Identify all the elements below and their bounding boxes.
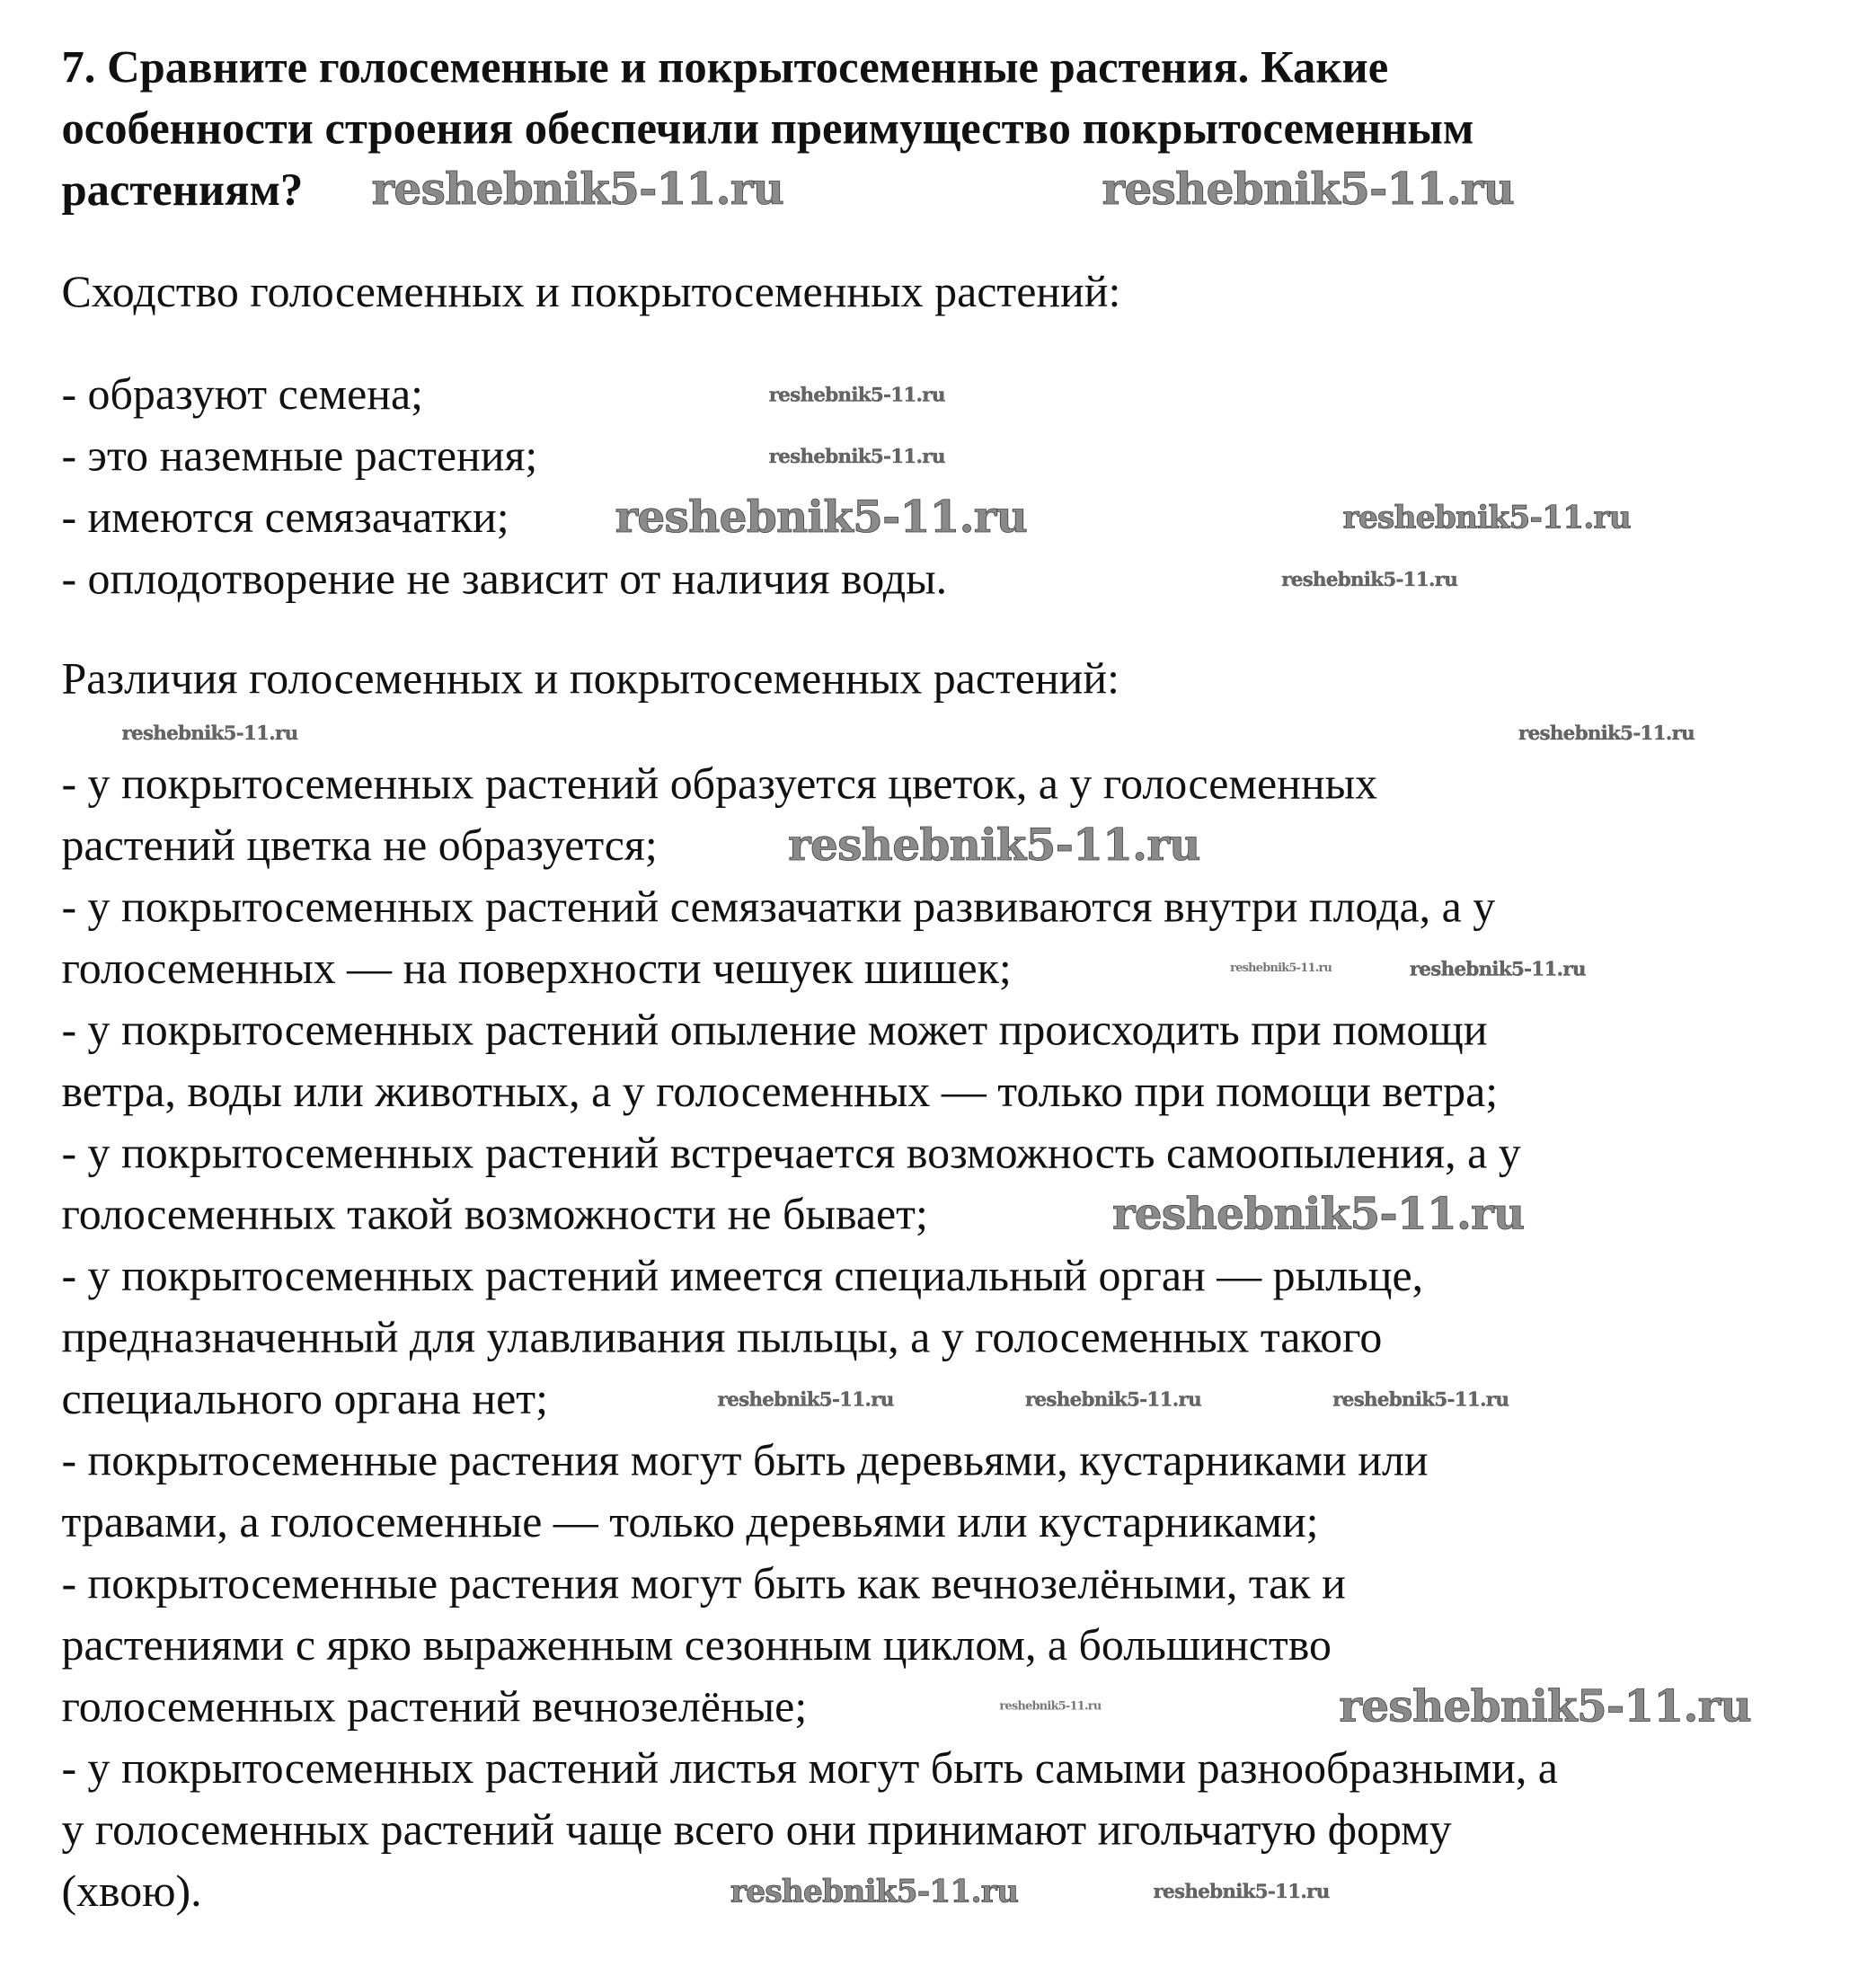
- watermark-text: reshebnik5-11.ru: [717, 1387, 894, 1412]
- watermark-text: reshebnik5-11.ru: [788, 820, 1200, 872]
- difference-line: голосеменных такой возможности не бывает;: [61, 1189, 928, 1240]
- difference-line: - у покрытосеменных растений имеется специальный орган — рыльце,: [61, 1250, 1424, 1301]
- watermark-text: reshebnik5-11.ru: [1024, 1387, 1201, 1412]
- similarity-item: - оплодотворение не зависит от наличия воды.: [61, 554, 948, 604]
- difference-line: у голосеменных растений чаще всего они принимают игольчатую форму: [61, 1804, 1452, 1855]
- difference-line: специального органа нет;: [61, 1373, 548, 1424]
- watermark-text: reshebnik5-11.ru: [1153, 1880, 1330, 1903]
- similarity-item: - образуют семена;: [61, 368, 424, 420]
- difference-line: растений цветка не образуется;: [61, 820, 658, 871]
- watermark-text: reshebnik5-11.ru: [1342, 498, 1632, 536]
- watermark-text: reshebnik5-11.ru: [1230, 962, 1332, 976]
- watermark-text: reshebnik5-11.ru: [768, 444, 945, 468]
- difference-line: голосеменных растений вечнозелёные;: [61, 1681, 808, 1732]
- difference-line: - у покрытосеменных растений листья могут быть самыми разнообразными, а: [61, 1742, 1558, 1794]
- difference-line: травами, а голосеменные — только деревьями или кустарниками;: [61, 1496, 1319, 1547]
- difference-line: - у покрытосеменных растений опыление может происходить при помощи: [61, 1005, 1488, 1055]
- watermark-text: reshebnik5-11.ru: [1339, 1681, 1751, 1733]
- watermark-text: reshebnik5-11.ru: [730, 1872, 1019, 1910]
- difference-line: предназначенный для улавливания пыльцы, а у голосеменных такого: [61, 1312, 1383, 1363]
- watermark-text: reshebnik5-11.ru: [999, 1700, 1102, 1714]
- difference-heading: Различия голосеменных и покрытосеменных растений:: [61, 653, 1119, 704]
- watermark-text: reshebnik5-11.ru: [1409, 957, 1586, 981]
- similarity-item: - это наземные растения;: [61, 430, 538, 481]
- watermark-text: reshebnik5-11.ru: [1281, 567, 1458, 591]
- difference-line: - покрытосеменные растения могут быть деревьями, кустарниками или: [61, 1435, 1429, 1485]
- difference-line: ветра, воды или животных, а у голосеменных — только при помощи ветра;: [61, 1066, 1499, 1117]
- difference-line: - покрытосеменные растения могут быть как вечнозелёными, так и: [61, 1558, 1346, 1608]
- similarity-heading: Сходство голосеменных и покрытосеменных растений:: [61, 266, 1121, 317]
- watermark-text: reshebnik5-11.ru: [615, 492, 1028, 544]
- watermark-text: reshebnik5-11.ru: [1102, 164, 1515, 216]
- difference-line: - у покрытосеменных растений образуется цветок, а у голосеменных: [61, 758, 1378, 809]
- watermark-text: reshebnik5-11.ru: [1518, 721, 1695, 745]
- difference-line: растениями с ярко выраженным сезонным циклом, а большинство: [61, 1619, 1332, 1670]
- question-title-line-2: особенности строения обеспечили преимущество покрытосеменным: [61, 102, 1474, 155]
- similarity-item: - имеются семязачатки;: [61, 492, 509, 543]
- difference-line: - у покрытосеменных растений встречается возможность самоопыления, а у: [61, 1128, 1521, 1178]
- watermark-text: reshebnik5-11.ru: [768, 383, 945, 407]
- difference-line: (хвою).: [61, 1865, 202, 1917]
- difference-line: голосеменных — на поверхности чешуек шишек;: [61, 943, 1012, 994]
- watermark-text: reshebnik5-11.ru: [1111, 1189, 1525, 1241]
- question-title-line-1: 7. Сравните голосеменные и покрытосеменные растения. Какие: [61, 40, 1389, 93]
- difference-line: - у покрытосеменных растений семязачатки развиваются внутри плода, а у: [61, 882, 1496, 932]
- watermark-text: reshebnik5-11.ru: [1332, 1387, 1509, 1412]
- question-title-line-3: растениям?: [61, 164, 304, 216]
- watermark-text: reshebnik5-11.ru: [371, 164, 784, 216]
- watermark-text: reshebnik5-11.ru: [121, 721, 298, 745]
